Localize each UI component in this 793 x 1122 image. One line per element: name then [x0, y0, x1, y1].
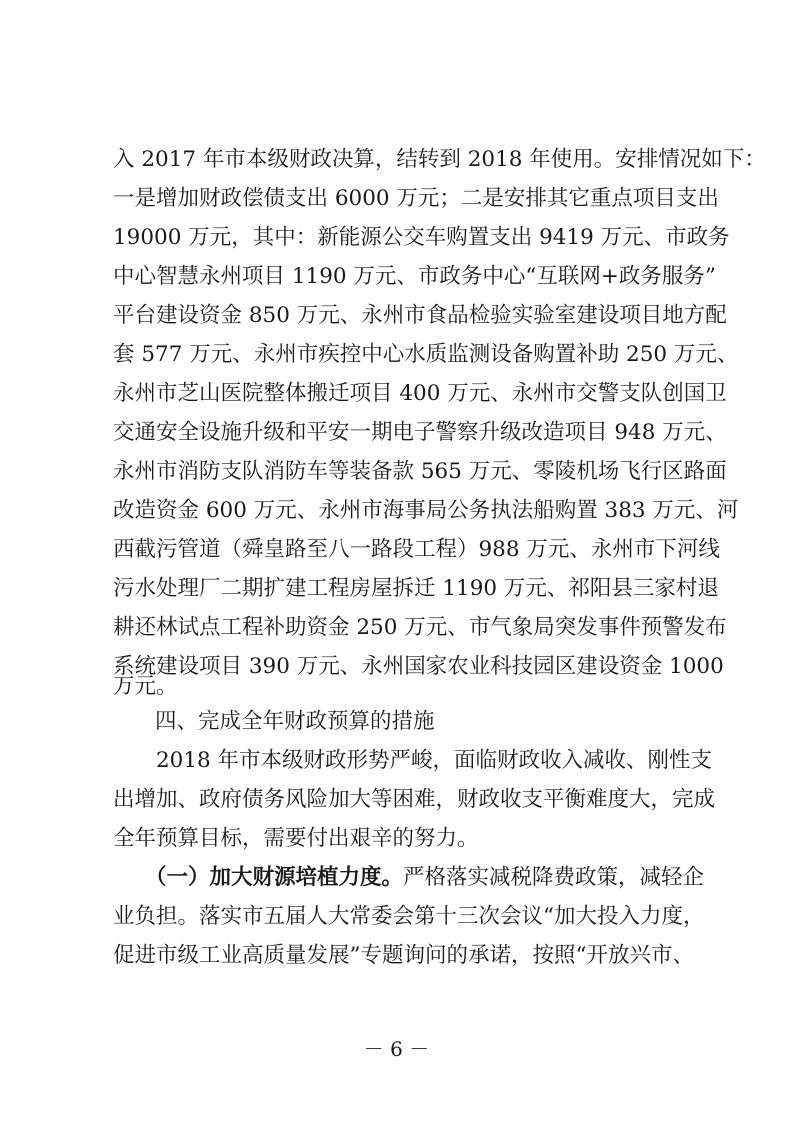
text-line: 中心智慧永州项目 1190 万元、市政务中心“互联网+政务服务” [113, 264, 716, 289]
text-line: 交通安全设施升级和平安一期电子警察升级改造项目 948 万元、 [113, 420, 727, 445]
text-line: 西截污管道（舜皇路至八一路段工程）988 万元、永州市下河线 [113, 537, 720, 562]
subsection-lead: （一）加大财源培植力度。 [145, 865, 404, 890]
text-line: 2018 年市本级财政形势严峻，面临财政收入减收、刚性支 [156, 748, 713, 773]
text-line: 一是增加财政偿债支出 6000 万元；二是安排其它重点项目支出 [113, 186, 719, 211]
text-line [145, 863, 705, 893]
text-line: 入 2017 年市本级财政决算，结转到 2018 年使用。安排情况如下： [113, 147, 766, 172]
text-line: 业负担。落实市五届人大常委会第十三次会议“加大投入力度， [113, 904, 705, 929]
text-line: 耕还林试点工程补助资金 250 万元、市气象局突发事件预警发布 [113, 615, 727, 640]
text-line: 套 577 万元、永州市疾控中心水质监测设备购置补助 250 万元、 [113, 342, 739, 367]
text-line: 全年预算目标，需要付出艰辛的努力。 [113, 826, 479, 851]
text-line: 永州市芝山医院整体搬迁项目 400 万元、永州市交警支队创国卫 [113, 381, 727, 406]
text-line: 平台建设资金 850 万元、永州市食品检验实验室建设项目地方配 [113, 303, 727, 328]
text-line: 改造资金 600 万元、永州市海事局公务执法船购置 383 万元、河 [113, 498, 739, 523]
page-number: － 6 － [363, 1037, 430, 1061]
text-line: 出增加、政府债务风险加大等困难，财政收支平衡难度大，完成 [113, 787, 716, 812]
section-heading: 四、完成全年财政预算的措施 [155, 709, 435, 734]
subsection-text: 严格落实减税降费政策，减轻企 [403, 865, 705, 890]
text-line: 19000 万元，其中：新能源公交车购置支出 9419 万元、市政务 [113, 225, 730, 250]
text-line: 系统建设项目 390 万元、永州国家农业科技园区建设资金 1000 [113, 654, 724, 679]
text-line: 永州市消防支队消防车等装备款 565 万元、零陵机场飞行区路面 [113, 459, 727, 484]
text-line: 促进市级工业高质量发展”专题询问的承诺，按照“开放兴市、 [113, 943, 694, 968]
text-line: 污水处理厂二期扩建工程房屋拆迁 1190 万元、祁阳县三家村退 [113, 576, 719, 601]
text-line: 万元。 [113, 674, 178, 699]
